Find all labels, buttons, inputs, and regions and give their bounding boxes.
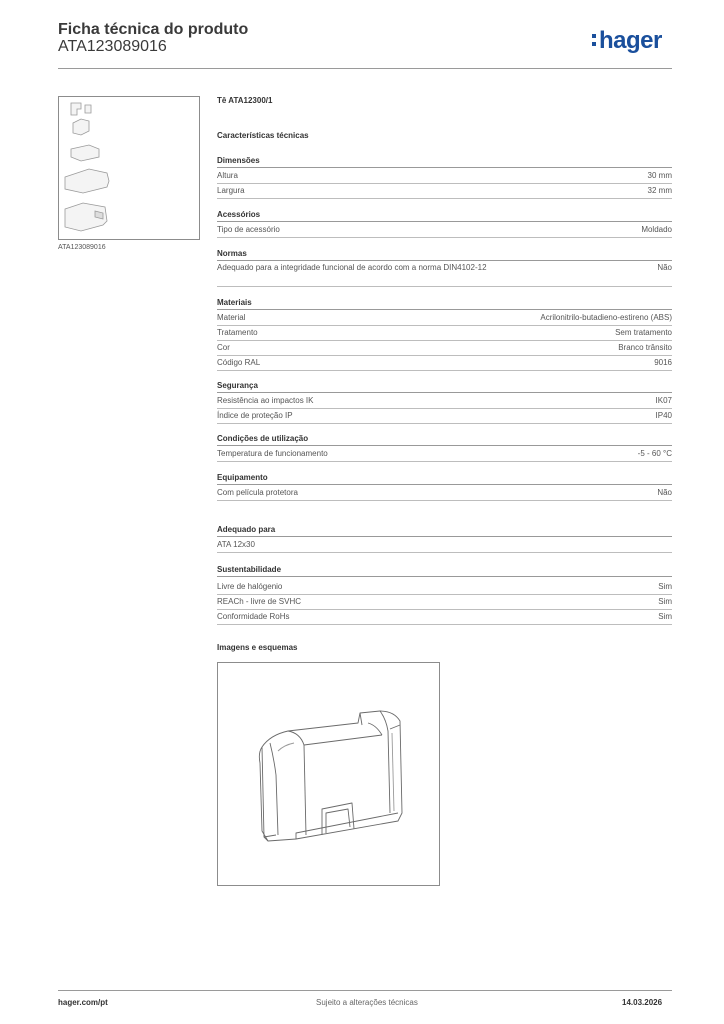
spec-value: Acrilonitrilo-butadieno-estireno (ABS) [540,313,672,322]
section-title-seguranca: Segurança [217,381,672,393]
spec-key: Largura [217,186,245,195]
section-title-normas: Normas [217,249,672,261]
spec-key: Índice de proteção IP [217,411,293,420]
spec-value: Sim [658,582,672,591]
footer-divider [58,990,672,991]
spec-value: Sim [658,612,672,621]
spec-value: Moldado [641,225,672,234]
thumbnail-label: ATA123089016 [58,244,106,251]
spec-row [217,486,672,501]
spec-row [217,341,672,356]
section-title-equipamento: Equipamento [217,473,672,485]
spec-key: Conformidade RoHs [217,612,290,621]
spec-key: Adequado para a integridade funcional de acordo com a norma DIN4102-12 [217,263,487,272]
spec-row [217,394,672,409]
spec-key: Livre de halógenio [217,582,283,591]
spec-row [217,223,672,238]
spec-key: Temperatura de funcionamento [217,449,328,458]
spec-row [217,356,672,371]
spec-key: Cor [217,343,230,352]
spec-key: Tipo de acessório [217,225,280,234]
spec-value: IK07 [655,396,672,405]
spec-row [217,610,672,625]
images-heading: Imagens e esquemas [217,643,298,652]
logo-dots-icon [592,29,597,49]
spec-key: Com película protetora [217,488,298,497]
section-title-materiais: Materiais [217,298,672,310]
product-drawing-box [217,662,440,886]
spec-key: ATA 12x30 [217,540,255,549]
spec-key: REACh - livre de SVHC [217,597,302,606]
footer-notice: Sujeito a alterações técnicas [316,998,418,1007]
spec-row [217,595,672,610]
product-thumbnail [58,96,200,240]
spec-row [217,538,672,553]
spec-value: Sim [658,597,672,606]
product-code: ATA123089016 [58,38,167,55]
spec-key: Código RAL [217,358,261,367]
spec-row [217,409,672,424]
spec-row [217,262,672,287]
spec-row [217,580,672,595]
section-title-adequado: Adequado para [217,525,672,537]
hager-logo [592,27,662,55]
exploded-parts-icon [59,97,199,239]
spec-row [217,169,672,184]
spec-key: Tratamento [217,328,258,337]
footer-date: 14.03.2026 [622,998,663,1007]
spec-value: Branco trânsito [618,343,672,352]
spec-row [217,184,672,199]
spec-value: Sem tratamento [615,328,672,337]
spec-row [217,447,672,462]
tee-fitting-drawing-icon [218,663,439,885]
logo-text: hager [599,27,662,54]
spec-value: Não [657,263,672,272]
spec-value: -5 - 60 °C [637,449,672,458]
spec-key: Resistência ao impactos IK [217,396,314,405]
product-title: Tê ATA12300/1 [217,96,273,105]
spec-value: 30 mm [647,171,672,180]
spec-value: IP40 [655,411,672,420]
spec-value: Não [657,488,672,497]
footer-website-link[interactable]: hager.com/pt [58,998,108,1007]
spec-key: Material [217,313,246,322]
spec-row [217,311,672,326]
section-title-acessorios: Acessórios [217,210,672,222]
spec-value: 9016 [654,358,672,367]
header-divider [58,68,672,69]
caracteristicas-heading: Características técnicas [217,131,309,140]
section-title-sustentabilidade: Sustentabilidade [217,565,672,577]
spec-value: 32 mm [647,186,672,195]
section-title-dimensoes: Dimensões [217,156,672,168]
spec-key: Altura [217,171,238,180]
page-title: Ficha técnica do produto [58,21,249,38]
section-title-condicoes: Condições de utilização [217,434,672,446]
spec-row [217,326,672,341]
